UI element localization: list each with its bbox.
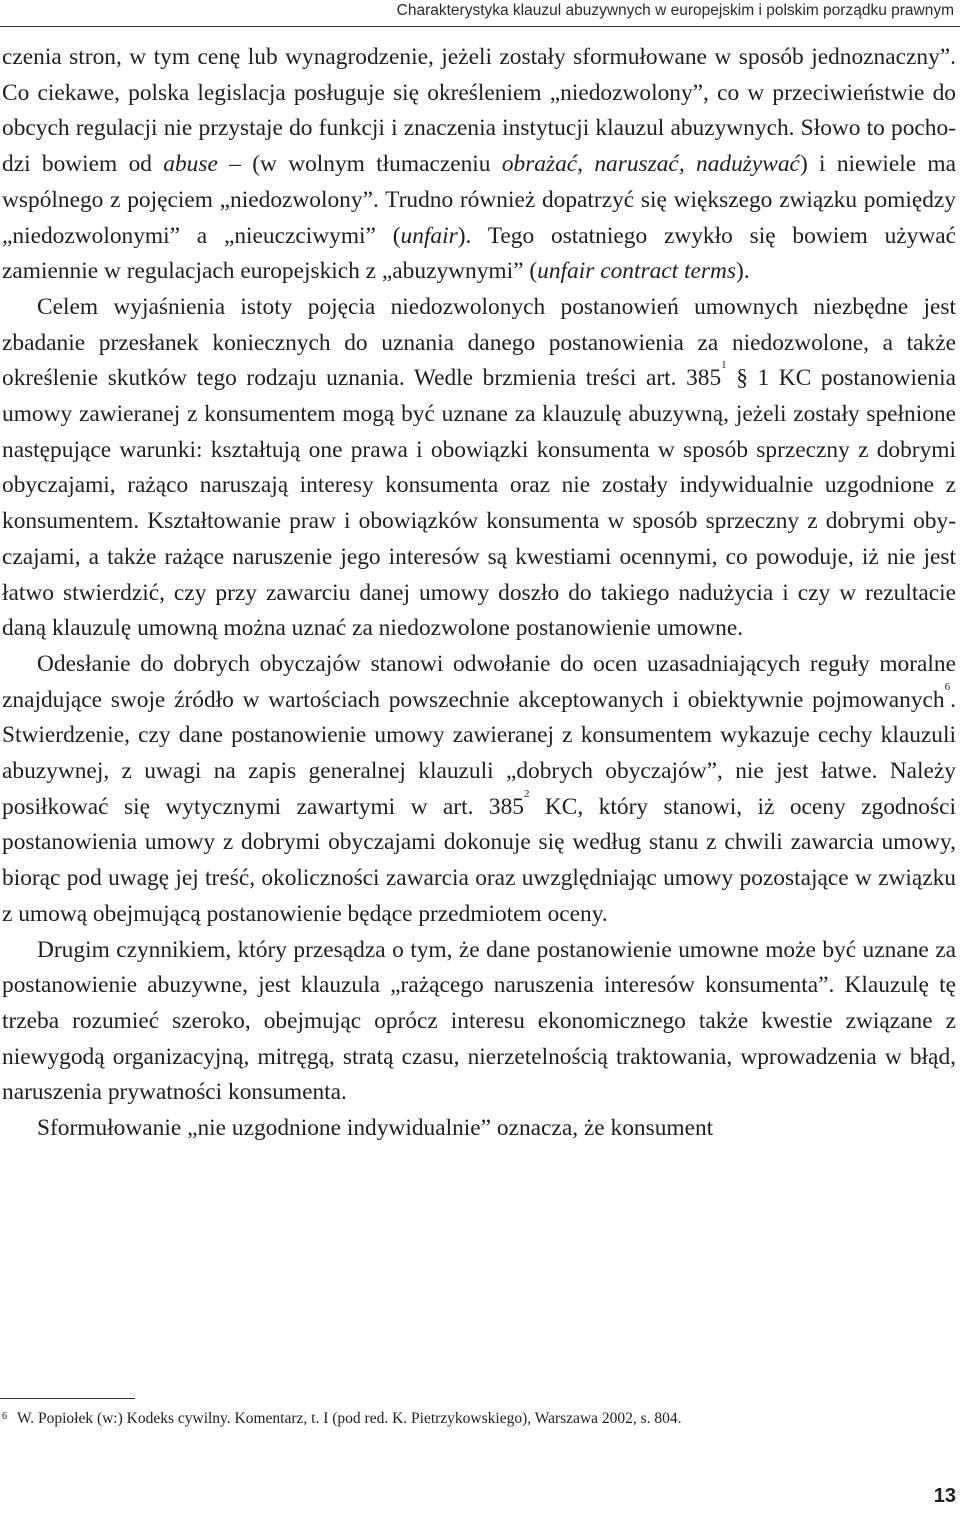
text-run: Odesłanie do dobrych obyczajów stanowi odwołanie do ocen uzasadniających reguły moralne znajdujące swoje źródło w wartościach powszechnie akceptowanych i obiektywnie pojmowanych <box>2 650 956 713</box>
paragraph-5: Sformułowanie „nie uzgodnione indywidualnie” oznacza, że konsument <box>37 1115 714 1142</box>
italic-term: unfair contract terms <box>537 258 736 285</box>
text-run: czenia stron, w tym cenę lub wynagrodzenie, jeżeli zostały sformułowane w sposób jednoznaczny”. Co ciekawe, polska legislacja posługuje się określeniem „niedozwolony”, co w przeciwieństwie do obcych regulacji nie przystaje do funkcji i znaczenia instytucji klauzul abuzywnych. Słowo to pochodzi bowiem od <box>2 44 956 178</box>
text-run: ) i niewiele ma wspólnego z pojęciem „niedozwolony”. Trudno również dopatrzyć się większego związku pomiędzy „niedozwolonymi” a „nieuczciwymi” ( <box>2 151 956 249</box>
footnote-reference[interactable]: 6 <box>944 680 951 693</box>
body-text <box>2 40 956 1147</box>
page-number: 13 <box>933 1485 956 1507</box>
footnote <box>2 1408 952 1430</box>
running-header: Charakterystyka klauzul abuzywnych w europejskim i polskim porządku prawnym <box>396 2 954 19</box>
text-run: § 1 KC postanowienia umowy zawieranej z konsumentem mogą być uznane za klauzulę abuzywną, jeżeli zostały spełnione następujące warunki: kształtują one prawa i obowiązki konsumenta w sposób sprzeczny z dobrymi obyczajami, rażąco naruszają interesy konsumenta oraz nie zostały indywidualnie uzgodnione z konsumentem. Kształtowanie praw i obowiązków konsumenta w sposób sprzeczny z dobrymi obyczajami, a także rażące naruszenie jego interesów są kwestiami ocennymi, co powoduje, iż nie jest łatwo stwierdzić, czy przy zawarciu danej umowy doszło do takiego nadużycia i czy w rezultacie daną klauzulę umowną można uznać za niedozwolone postanowienie umowne. <box>2 365 956 642</box>
text-run: KC, który stanowi, iż oceny zgodności postanowienia umowy z dobrymi obyczajami dokonuje się według stanu z chwili zawarcia umowy, biorąc pod uwagę jej treść, okoliczności zawarcia oraz uwzględniając umowy pozostające w związku z umową obejmującą postanowienie będące przedmiotem oceny. <box>2 793 956 927</box>
footnote-rule <box>0 1398 135 1399</box>
text-run: ). <box>735 258 750 285</box>
italic-term: unfair <box>400 222 458 249</box>
text-run: . Stwierdzenie, czy dane postanowienie umowy zawieranej z konsumentem wykazuje cechy klauzuli abuzywnej, z uwagi na zapis generalnej klauzuli „dobrych obyczajów”, nie jest łatwe. Należy posiłkować się wytycznymi zawartymi w art. 385 <box>2 686 956 820</box>
text-run: Celem wyjaśnienia istoty pojęcia niedozwolonych postanowień umownych niezbędne jest zbadanie przesłanek koniecznych do uznania danego postanowienia za niedozwolone, a także określenie skutków tego rodzaju uznania. Wedle brzmienia treści art. 385 <box>2 293 956 392</box>
article-superscript: 2 <box>523 787 530 800</box>
footnote-number: 6 <box>2 1411 7 1422</box>
italic-term: abuse <box>163 151 218 178</box>
header-rule <box>0 26 960 27</box>
paragraph-3 <box>2 647 956 933</box>
text-run: – (w wolnym tłumaczeniu <box>217 151 502 178</box>
paragraph-2 <box>2 290 956 647</box>
text-run: ). Tego ostatniego zwykło się bowiem używać zamiennie w regulacjach europejskich z „abuzywnymi” ( <box>2 222 957 285</box>
italic-term: obrażać, naruszać, nadużywać <box>501 151 800 178</box>
paragraph-1 <box>2 40 956 290</box>
article-superscript: 1 <box>721 359 727 372</box>
paragraph-4: Drugim czynnikiem, który przesądza o tym, że dane postanowienie umowne może być uznane za postanowienie abuzywne, jest klauzula „rażącego naruszenia interesów konsumenta”. Klauzulę tę trzeba rozumieć szeroko, obejmując oprócz interesu ekonomicznego także kwestie związane z niewygodą organizacyjną, mitręgą, stratą czasu, nierzetelnością traktowania, wprowadzenia w błąd, naruszenia prywatności konsumenta. <box>2 936 956 1106</box>
footnote-text: W. Popiołek (w:) Kodeks cywilny. Komentarz, t. I (pod red. K. Pietrzykowskiego), Warszawa 2002, s. 804. <box>17 1410 682 1427</box>
